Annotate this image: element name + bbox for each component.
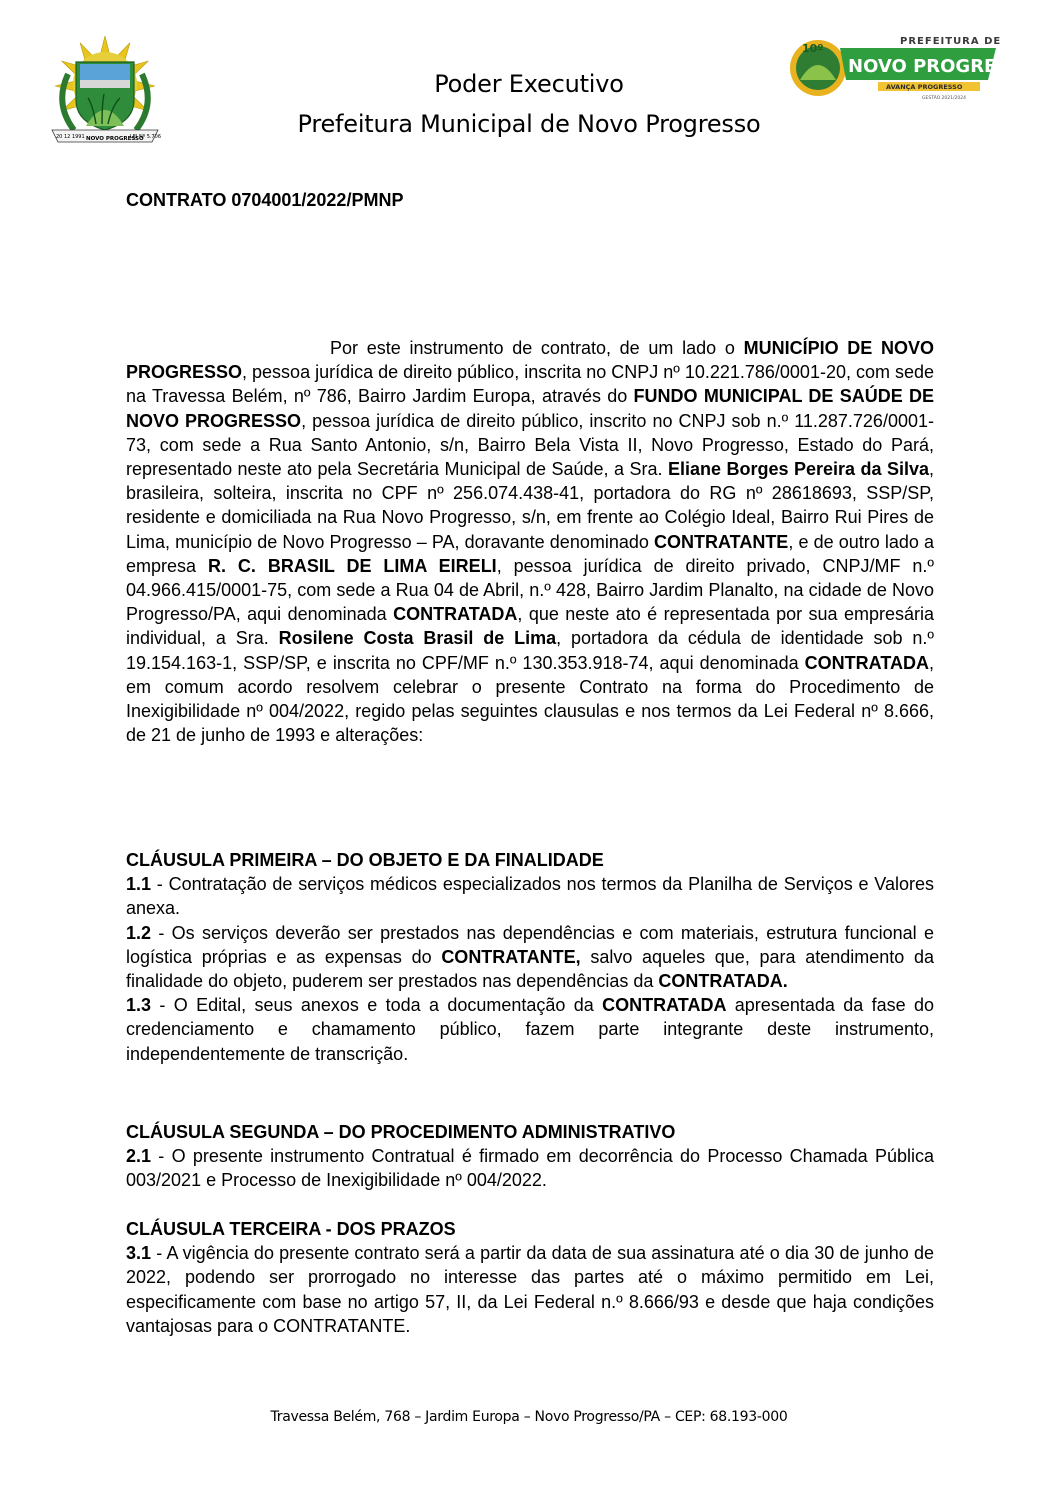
clause-item-text: - Contratação de serviços médicos especializados nos termos da Planilha de Serviços e Valores anexa. bbox=[126, 874, 934, 919]
clause-item-bold: CONTRATADA. bbox=[658, 971, 788, 992]
logo-main-text: NOVO PROGRESSO bbox=[848, 56, 1037, 77]
logo-term-text: GESTÃO 2021/2024 bbox=[922, 96, 966, 101]
intro-text-8: , portadora da cédula de identidade sob n.º 19.154.163-1, SSP/SP, e inscrita no CPF/MF n.º 130.353.918-74, aqui denominada bbox=[126, 628, 935, 673]
clause-item-2-1 bbox=[126, 1144, 934, 1192]
intro-bold-contratada: CONTRATADA bbox=[393, 604, 518, 625]
intro-bold-contratada-2: CONTRATADA bbox=[804, 652, 929, 673]
intro-paragraph bbox=[126, 336, 934, 747]
footer-address: Travessa Belém, 768 – Jardim Europa – Novo Progresso/PA – CEP: 68.193-000 bbox=[270, 1409, 788, 1425]
clause-terceira-title: CLÁUSULA TERCEIRA - DOS PRAZOS bbox=[126, 1219, 456, 1239]
header-title-prefeitura: Prefeitura Municipal de Novo Progresso bbox=[297, 110, 761, 138]
clause-item-bold: CONTRATANTE, bbox=[441, 946, 581, 967]
intro-text-5: , e de outro lado a empresa bbox=[126, 531, 935, 576]
clause-segunda-title: CLÁUSULA SEGUNDA – DO PROCEDIMENTO ADMINISTRATIVO bbox=[126, 1122, 676, 1142]
clause-item-number: 1.3 bbox=[126, 995, 152, 1016]
header-title-executivo: Poder Executivo bbox=[434, 70, 624, 98]
badge-text: 10º bbox=[802, 42, 824, 55]
clause-item-text: - Os serviços deverão ser prestados nas dependências e com materiais, estrutura funcional e logística próprias e as expensas do bbox=[126, 922, 934, 967]
clause-item-1-3 bbox=[126, 993, 934, 1066]
clause-item-text: - O presente instrumento Contratual é firmado em decorrência do Processo Chamada Pública 003/2021 e Processo de Inexigibilidade nº 004/2022. bbox=[126, 1146, 934, 1191]
clause-terceira bbox=[126, 1217, 934, 1338]
intro-bold-secretaria: Eliane Borges Pereira da Silva bbox=[667, 459, 929, 480]
intro-bold-fundo: FUNDO MUNICIPAL DE SAÚDE DE NOVO PROGRESSO bbox=[126, 386, 934, 431]
intro-text-4: , brasileira, solteira, inscrita no CPF nº 256.074.438-41, portadora do RG nº 28618693, SSP/SP, residente e domiciliada na Rua Novo Progresso, s/n, em frente ao Colégio Ideal, Bairro Rui Pires de Lima, município de Novo Progresso – PA, doravante denominado bbox=[126, 459, 934, 552]
clause-item-3-1 bbox=[126, 1241, 934, 1338]
intro-bold-municipio: MUNICÍPIO DE NOVO PROGRESSO bbox=[126, 338, 935, 383]
clause-item-number: 3.1 bbox=[126, 1243, 152, 1264]
logo-top-text: PREFEITURA DE bbox=[900, 36, 1002, 47]
clause-segunda bbox=[126, 1120, 934, 1193]
intro-text-3: , pessoa jurídica de direito público, inscrito no CNPJ sob n.º 11.287.726/0001-73, com sede a Rua Santo Antonio, s/n, Bairro Bela Vista II, Novo Progresso, Estado do Pará, representado neste ato pela Secretária Municipal de Saúde, a Sra. bbox=[126, 410, 934, 480]
intro-bold-empresaria: Rosilene Costa Brasil de Lima bbox=[278, 628, 557, 649]
contract-number-title: CONTRATO 0704001/2022/PMNP bbox=[126, 190, 404, 210]
clause-item-text: salvo aqueles que, para atendimento da finalidade do objeto, puderem ser prestados nas dependências da bbox=[126, 946, 935, 992]
intro-text-7: , que neste ato é representada por sua empresária individual, a Sra. bbox=[126, 604, 935, 649]
coat-law-text: LEI Nº 5.706 bbox=[130, 134, 162, 140]
clause-item-number: 1.1 bbox=[126, 874, 152, 895]
intro-text-2: , pessoa jurídica de direito público, inscrita no CNPJ nº 10.221.786/0001-20, com sede na Travessa Belém, nº 786, Bairro Jardim Europa, através do bbox=[126, 362, 935, 407]
clause-item-bold: CONTRATADA bbox=[602, 995, 727, 1016]
intro-text-1: Por este instrumento de contrato, de um lado o bbox=[330, 338, 744, 358]
coat-date-text: 20 12 1991 bbox=[56, 134, 85, 140]
clause-item-text: apresentada da fase do credenciamento e chamamento público, fazem parte integrante deste instrumento, independentemente de transcrição. bbox=[126, 995, 934, 1064]
clause-item-number: 2.1 bbox=[126, 1146, 152, 1167]
coat-name-text: NOVO PROGRESSO bbox=[86, 136, 144, 142]
intro-text-6: , pessoa jurídica de direito privado, CNPJ/MF n.º 04.966.415/0001-75, com sede a Rua 04 de Abril, n.º 428, Bairro Jardim Planalto, na cidade de Novo Progresso/PA, aqui denominada bbox=[126, 555, 934, 625]
clause-item-1-1 bbox=[126, 872, 934, 920]
clause-primeira-title: CLÁUSULA PRIMEIRA – DO OBJETO E DA FINALIDADE bbox=[126, 850, 604, 870]
clause-item-1-2 bbox=[126, 921, 934, 994]
clause-item-text: - O Edital, seus anexos e toda a documentação da bbox=[151, 995, 603, 1016]
intro-bold-empresa: R. C. BRASIL DE LIMA EIRELI bbox=[207, 555, 497, 576]
intro-text-9: , em comum acordo resolvem celebrar o presente Contrato na forma do Procedimento de Inexigibilidade nº 004/2022, regido pelas seguintes clausulas e nos termos da Lei Federal nº 8.666, de 21 de junho de 1993 e alterações: bbox=[126, 652, 934, 746]
clause-item-text: - A vigência do presente contrato será a partir da data de sua assinatura até o dia 30 de junho de 2022, podendo ser prorrogado no interesse das partes até o máximo permitido em Lei, especificamente com base no artigo 57, II, da Lei Federal n.º 8.666/93 e desde que haja condições vantajosas para o CONTRATANTE. bbox=[126, 1243, 934, 1336]
clause-primeira bbox=[126, 848, 934, 1066]
clause-item-number: 1.2 bbox=[126, 922, 152, 943]
logo-tagline-text: AVANÇA PROGRESSO bbox=[886, 83, 963, 91]
intro-bold-contratante: CONTRATANTE bbox=[654, 531, 789, 552]
